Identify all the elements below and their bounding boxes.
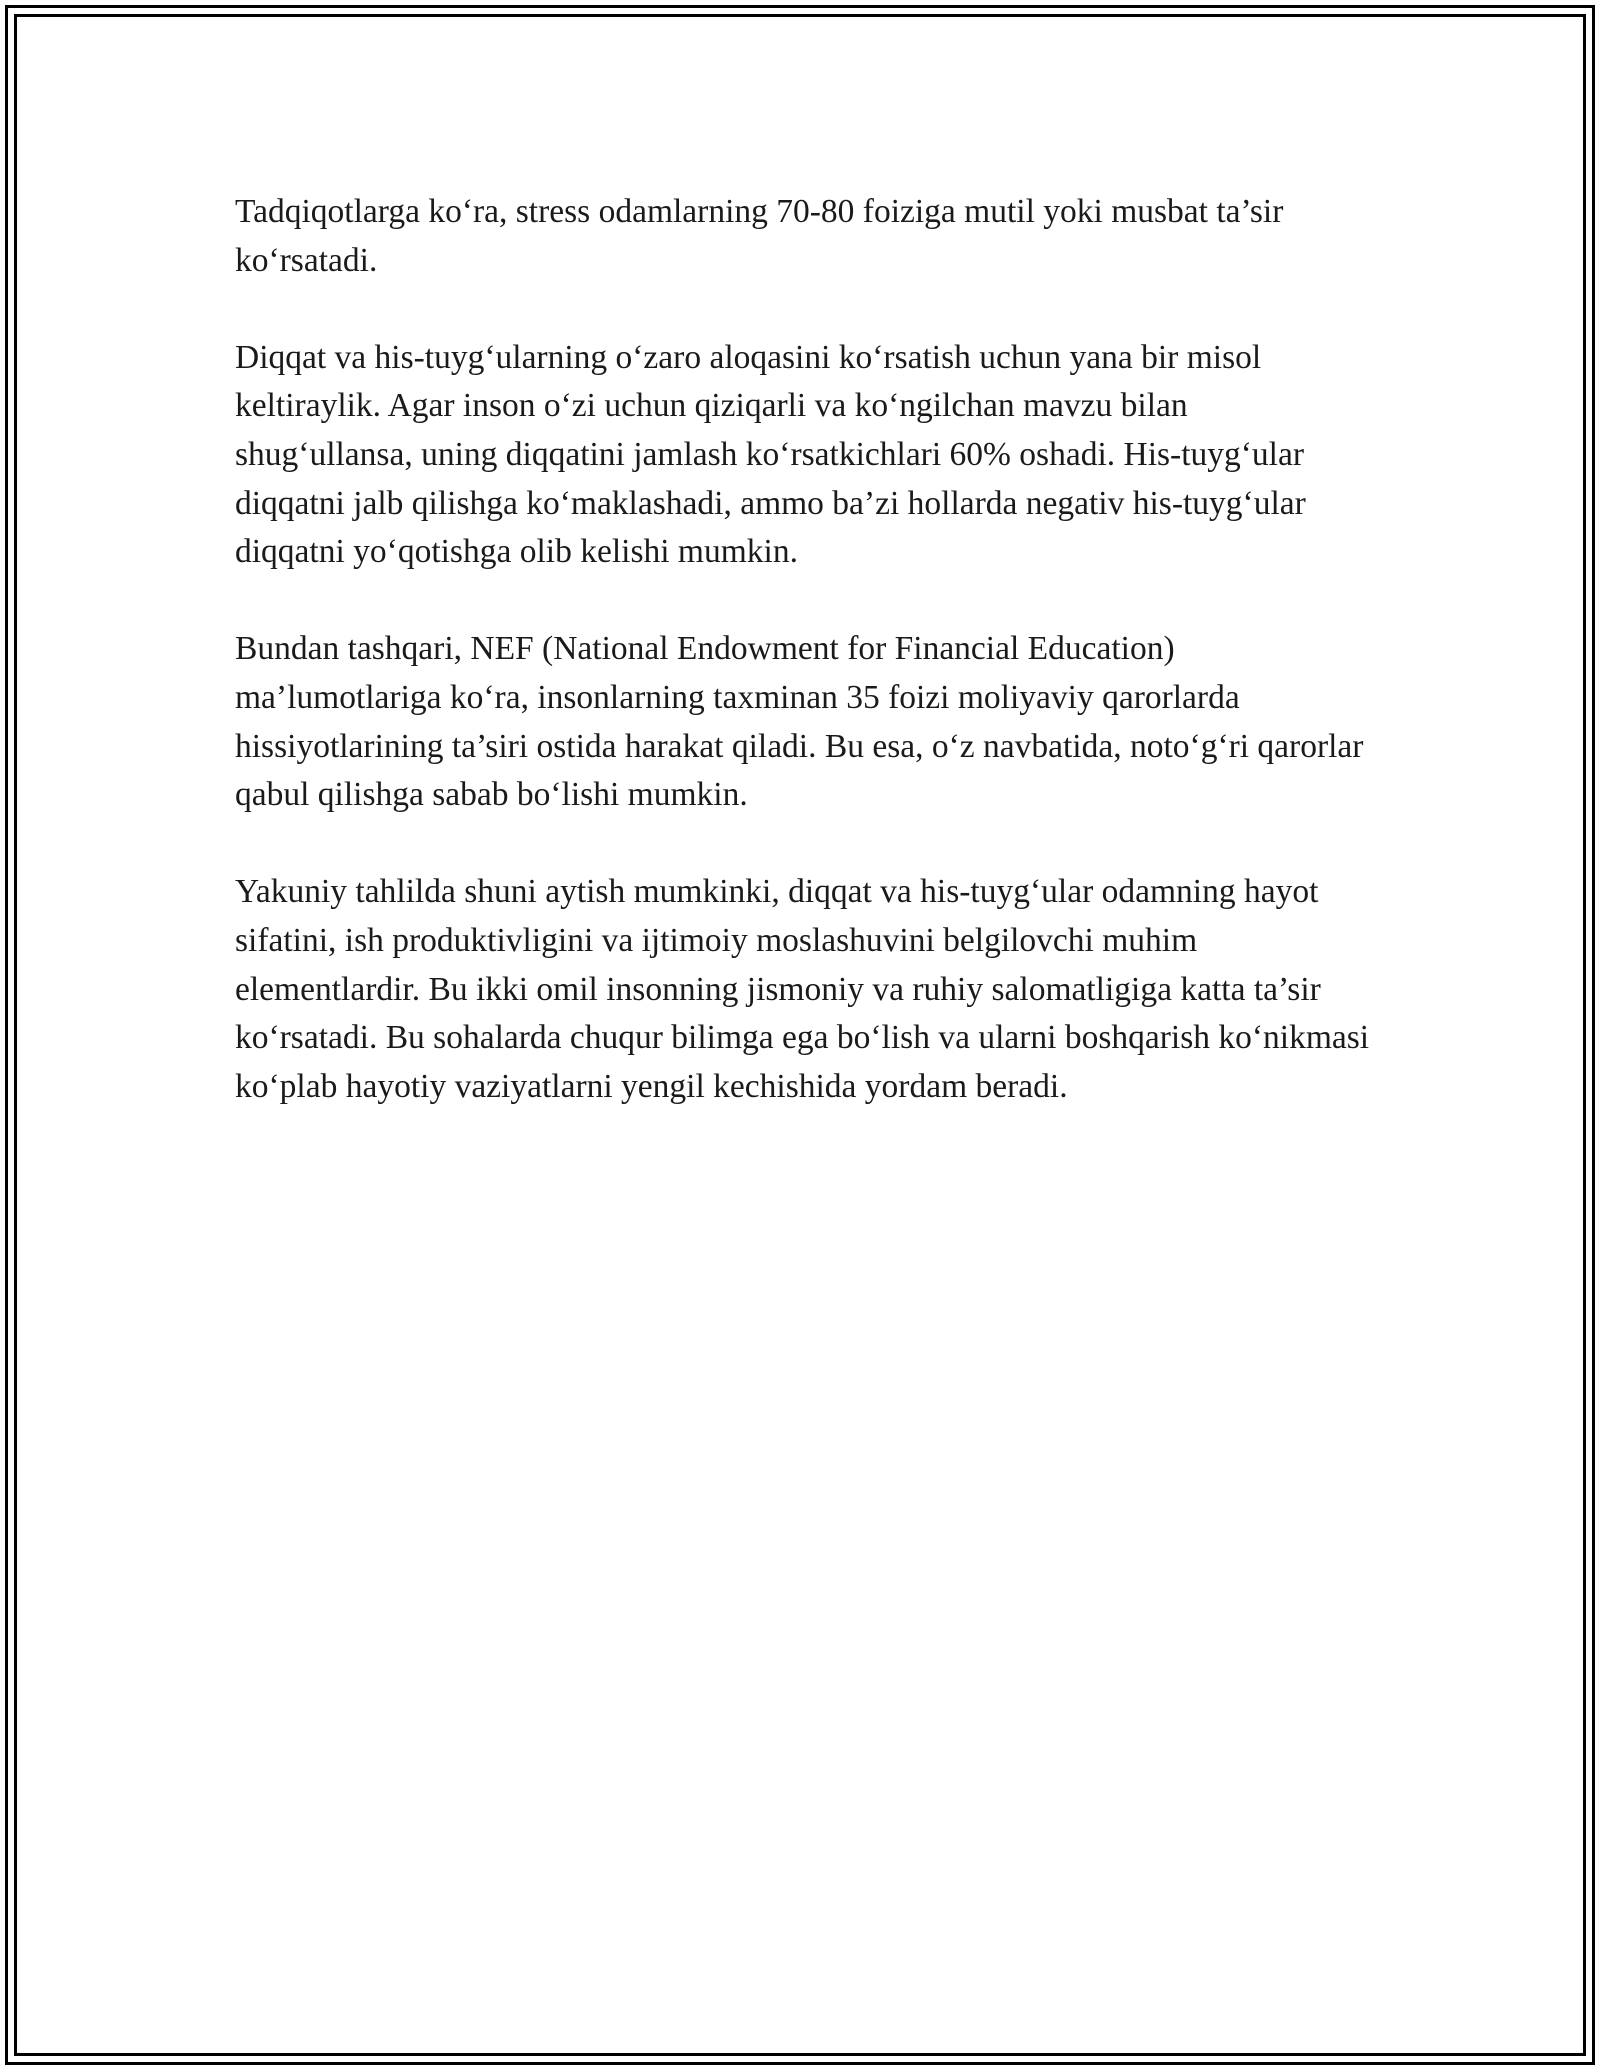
- paragraph-attention-emotion-example: Diqqat va his-tuyg‘ularning o‘zaro aloqasini ko‘rsatish uchun yana bir misol keltiraylik. Agar inson o‘zi uchun qiziqarli va ko‘ngilchan mavzu bilan shug‘ullansa, uning diqqatini jamlash ko‘rsatkichlari 60% oshadi. His-tuyg‘ular diqqatni jalb qilishga ko‘maklashadi, ammo ba’zi hollarda negativ his-tuyg‘ular diqqatni yo‘qotishga olib kelishi mumkin.: [235, 338, 1306, 571]
- paragraph-nef-financial-decisions: Bundan tashqari, NEF (National Endowment for Financial Education) ma’lumotlariga ko‘ra, insonlarning taxminan 35 foizi moliyaviy qarorlarda hissiyotlarining ta’siri ostida harakat qiladi. Bu esa, o‘z navbatida, noto‘g‘ri qarorlar qabul qilishga sabab bo‘lishi mumkin.: [235, 630, 1364, 814]
- paragraph-conclusion: Yakuniy tahlilda shuni aytish mumkinki, diqqat va his-tuyg‘ular odamning hayot sifatini, ish produktivligini va ijtimoiy moslashuvini belgilovchi muhim elementlardir. Bu ikki omil insonning jismoniy va ruhiy salomatligiga katta ta’sir ko‘rsatadi. Bu sohalarda chuqur bilimga ega bo‘lish va ularni boshqarish ko‘nikmasi ko‘plab hayotiy vaziyatlarni yengil kechishida yordam beradi.: [235, 873, 1370, 1105]
- paragraph-stress-research: Tadqiqotlarga ko‘ra, stress odamlarning 70-80 foiziga mutil yoki musbat ta’sir ko‘rsatadi.: [235, 193, 1284, 279]
- document-body: [235, 188, 1370, 1160]
